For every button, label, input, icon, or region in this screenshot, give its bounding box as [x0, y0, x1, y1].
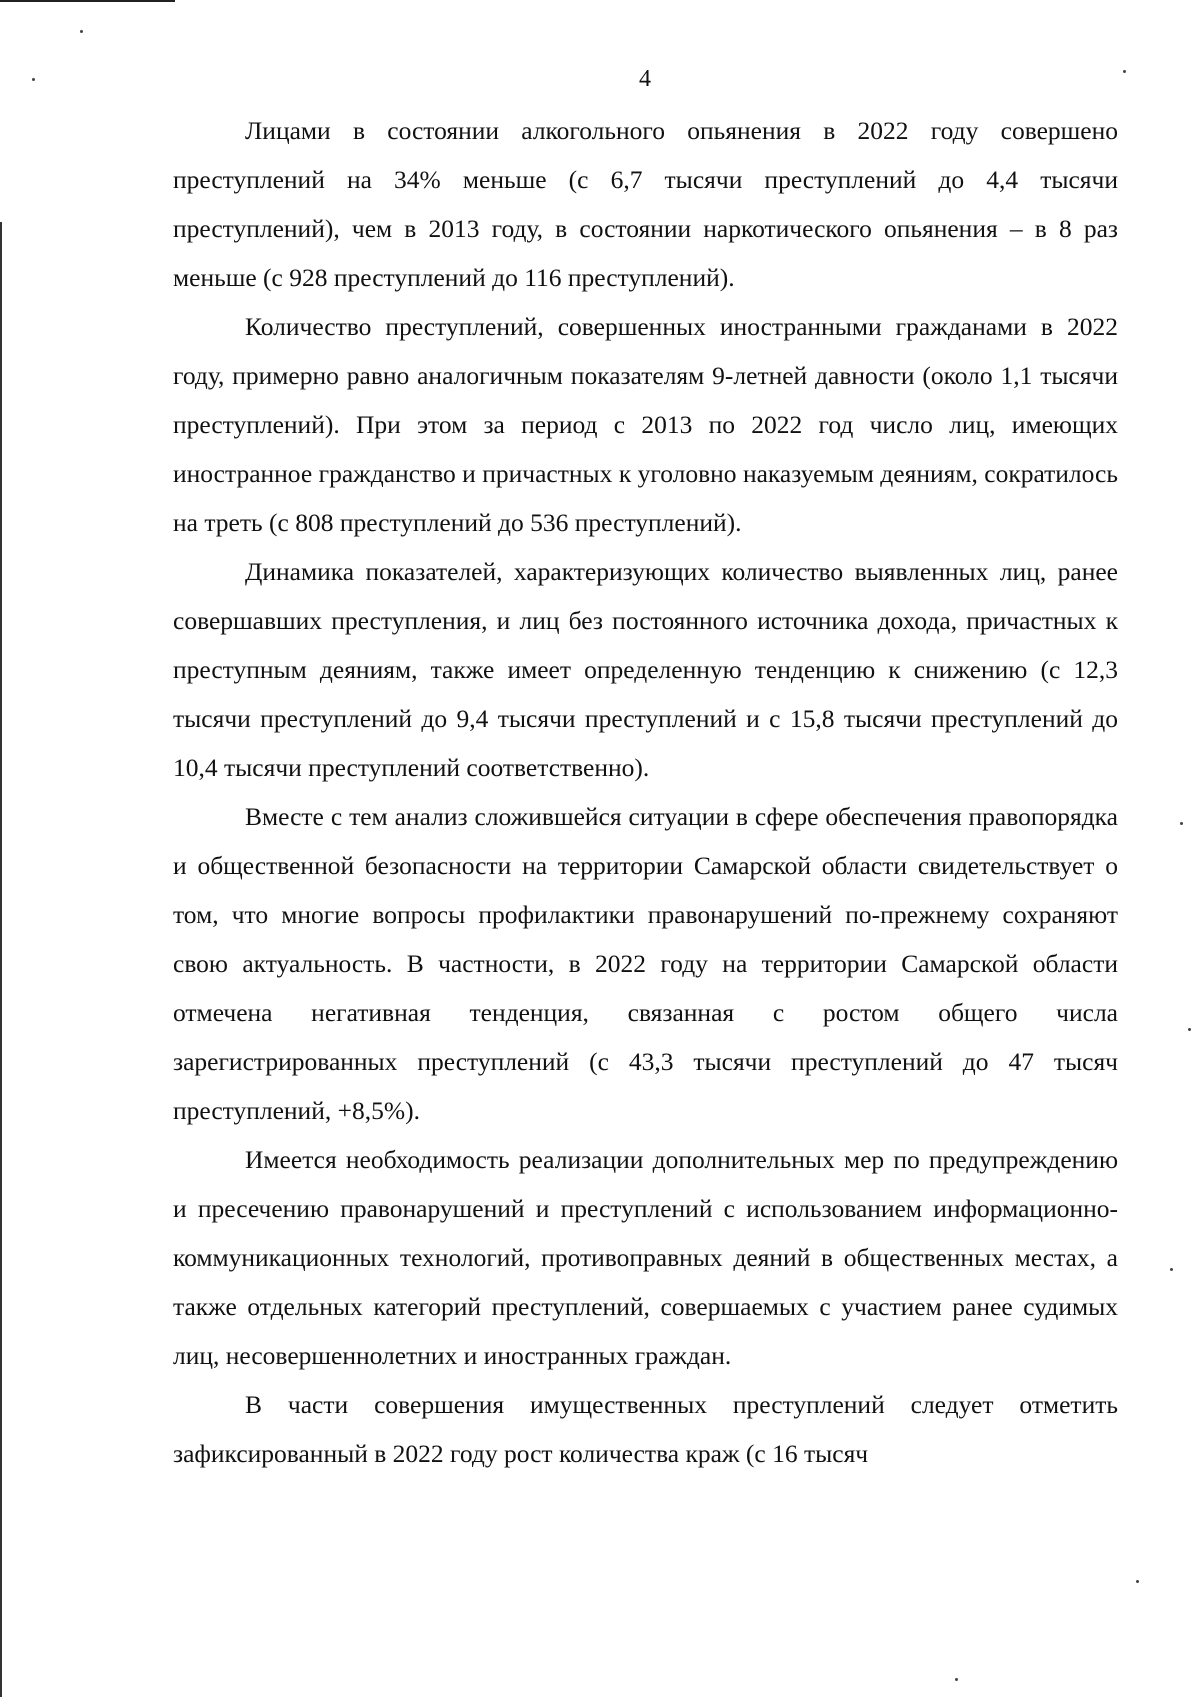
scan-speck	[1170, 1268, 1173, 1271]
page-number: 4	[639, 66, 651, 92]
scan-speck	[80, 30, 83, 33]
scan-speck	[1180, 822, 1183, 825]
paragraph: Имеется необходимость реализации дополнительных мер по предупреждению и пресечению правонарушений и преступлений с использованием информационно-коммуникационных технологий, противоправных деяний в общественных местах, а также отдельных категорий преступлений, совершаемых с участием ранее судимых лиц, несовершеннолетних и иностранных граждан.	[173, 1145, 1118, 1370]
paragraph: Лицами в состоянии алкогольного опьянения в 2022 году совершено преступлений на 34% меньше (с 6,7 тысячи преступлений до 4,4 тысячи преступлений), чем в 2013 году, в состоянии наркотического опьянения – в 8 раз меньше (с 928 преступлений до 116 преступлений).	[173, 116, 1118, 292]
paragraph: В части совершения имущественных преступлений следует отметить зафиксированный в 2022 году рост количества краж (с 16 тысяч	[173, 1390, 1118, 1468]
scan-speck	[1136, 1580, 1139, 1583]
scan-edge-left	[0, 222, 2, 1697]
scan-speck	[955, 1678, 958, 1681]
body-text	[173, 106, 1118, 1478]
paragraph: Динамика показателей, характеризующих количество выявленных лиц, ранее совершавших преступления, и лиц без постоянного источника дохода, причастных к преступным деяниям, также имеет определенную тенденцию к снижению (с 12,3 тысячи преступлений до 9,4 тысячи преступлений и с 15,8 тысячи преступлений до 10,4 тысячи преступлений соответственно).	[173, 557, 1118, 782]
scan-speck	[1188, 1028, 1191, 1031]
paragraph: Вместе с тем анализ сложившейся ситуации в сфере обеспечения правопорядка и общественной безопасности на территории Самарской области свидетельствует о том, что многие вопросы профилактики правонарушений по-прежнему сохраняют свою актуальность. В частности, в 2022 году на территории Самарской области отмечена негативная тенденция, связанная с ростом общего числа зарегистрированных преступлений (с 43,3 тысячи преступлений до 47 тысяч преступлений, +8,5%).	[173, 802, 1118, 1125]
scan-edge-top	[0, 0, 175, 2]
paragraph: Количество преступлений, совершенных иностранными гражданами в 2022 году, примерно равно аналогичным показателям 9-летней давности (около 1,1 тысячи преступлений). При этом за период с 2013 по 2022 год число лиц, имеющих иностранное гражданство и причастных к уголовно наказуемым деяниям, сократилось на треть (с 808 преступлений до 536 преступлений).	[173, 312, 1118, 537]
